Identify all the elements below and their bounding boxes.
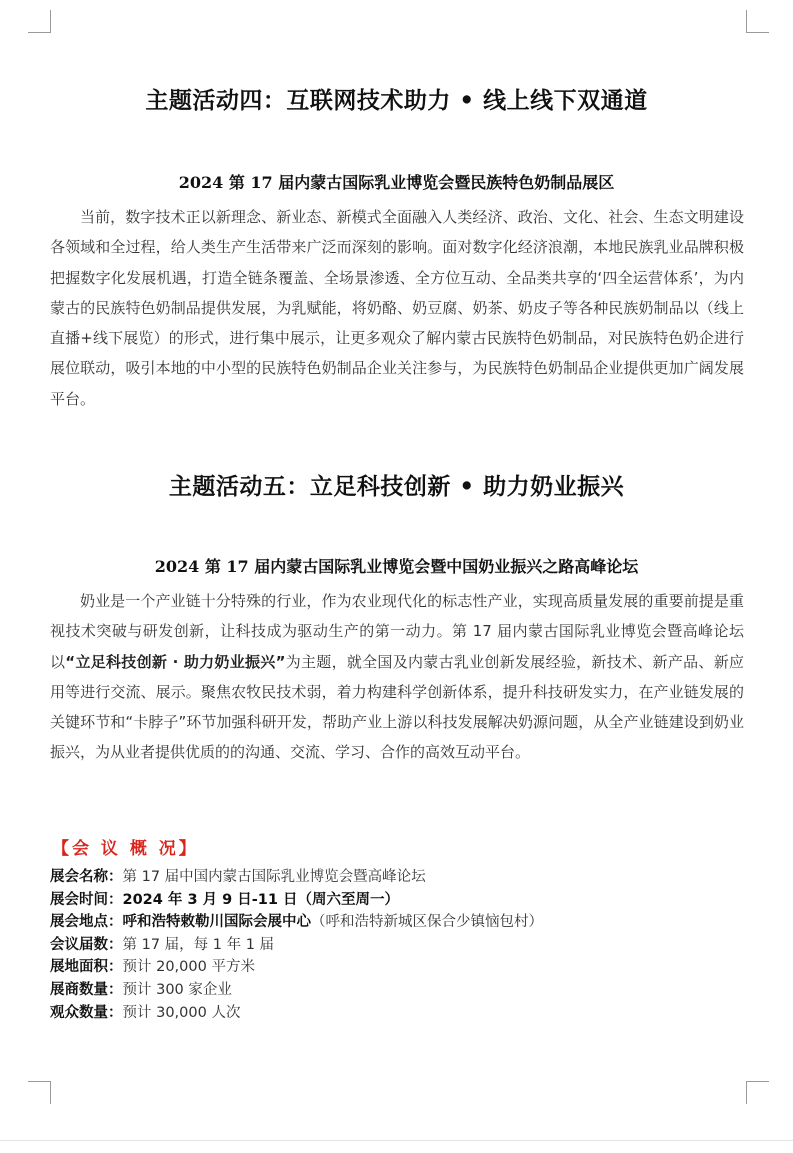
info-key: 展会时间： [50, 891, 123, 908]
page-corner-mark-bottom-left [28, 1081, 51, 1104]
overview-title: 【会 议 概 况】 [52, 839, 199, 859]
info-key: 会议届数： [50, 936, 123, 953]
section5-paragraph [50, 586, 744, 768]
page-corner-mark-bottom-right [746, 1081, 769, 1104]
section4-paragraph: 当前，数字技术正以新理念、新业态、新模式全面融入人类经济、政治、文化、社会、生态文明建设各领域和全过程，给人类生产生活带来广泛而深刻的影响。面对数字化经济浪潮，本地民族乳业品牌积极把握数字化发展机遇，打造全链条覆盖、全场景渗透、全方位互动、全品类共享的‘四全运营体系’，为内蒙古的民族特色奶制品提供发展，为乳赋能，将奶酪、奶豆腐、奶茶、奶皮子等各种民族奶制品以（线上直播+线下展览）的形式，进行集中展示，让更多观众了解内蒙古民族特色奶制品，对民族特色奶企进行展位联动，吸引本地的中小型的民族特色奶制品企业关注参与，为民族特色奶制品企业提供更加广阔发展平台。 [50, 208, 744, 408]
info-value: 呼和浩特敕勒川国际会展中心 [122, 914, 311, 931]
section4-title: 主题活动四：互联网技术助力 • 线上线下双通道 [145, 87, 648, 114]
info-row-exhibition-area [50, 956, 750, 979]
info-key: 展商数量： [50, 981, 123, 998]
info-row-expo-time [50, 889, 750, 912]
section5-paragraph-theme-highlight: “立足科技创新 · 助力奶业振兴” [65, 652, 286, 671]
info-value: 第 17 届中国内蒙古国际乳业博览会暨高峰论坛 [122, 869, 426, 885]
overview-info-list [50, 866, 750, 1024]
page-bottom-rule [0, 1140, 793, 1141]
info-value: 第 17 届，每 1 年 1 届 [122, 936, 275, 953]
info-key: 展会地点： [50, 914, 123, 931]
section4-subtitle: 2024 第 17 届内蒙古国际乳业博览会暨民族特色奶制品展区 [178, 173, 615, 192]
page-corner-mark-top-left [28, 10, 51, 33]
section5-paragraph-text-before: 奶业是一个产业链十分特殊的行业，作为农业现代化的标志性产业，实现高质量发展的重要前提是重视技术突破与研发创新，让科技成为驱动生产的第一动力。第 17 届内蒙古国际乳业博览会暨高峰论坛以 [50, 592, 744, 671]
section5-title: 主题活动五：立足科技创新 • 助力奶业振兴 [168, 473, 625, 500]
info-row-session-count [50, 934, 750, 957]
info-row-exhibitor-count [50, 979, 750, 1002]
section5-subtitle: 2024 第 17 届内蒙古国际乳业博览会暨中国奶业振兴之路高峰论坛 [154, 557, 639, 576]
info-value: 2024 年 3 月 9 日-11 日（周六至周一） [122, 891, 400, 908]
info-key: 展会名称： [50, 869, 123, 885]
info-row-expo-venue [50, 911, 750, 934]
info-row-visitor-count [50, 1002, 750, 1025]
info-value-address: （呼和浩特新城区保合少镇恼包村） [311, 914, 543, 931]
info-value: 预计 30,000 人次 [122, 1004, 241, 1021]
info-key: 观众数量： [50, 1004, 123, 1021]
page-corner-mark-top-right [746, 10, 769, 33]
info-value: 预计 300 家企业 [122, 981, 232, 998]
info-key: 展地面积： [50, 959, 123, 976]
info-row-expo-name [50, 866, 750, 889]
info-value: 预计 20,000 平方米 [122, 959, 255, 976]
section5-paragraph-text-after: 为主题，就全国及内蒙古乳业创新发展经验，新技术、新产品、新应用等进行交流、展示。聚焦农牧民技术弱，着力构建科学创新体系，提升科技研发实力，在产业链发展的关键环节和“卡脖子”环节加强科研开发，帮助产业上游以科技发展解决奶源问题，从全产业链建设到奶业振兴，为从业者提供优质的的沟通、交流、学习、合作的高效互动平台。 [50, 652, 744, 762]
